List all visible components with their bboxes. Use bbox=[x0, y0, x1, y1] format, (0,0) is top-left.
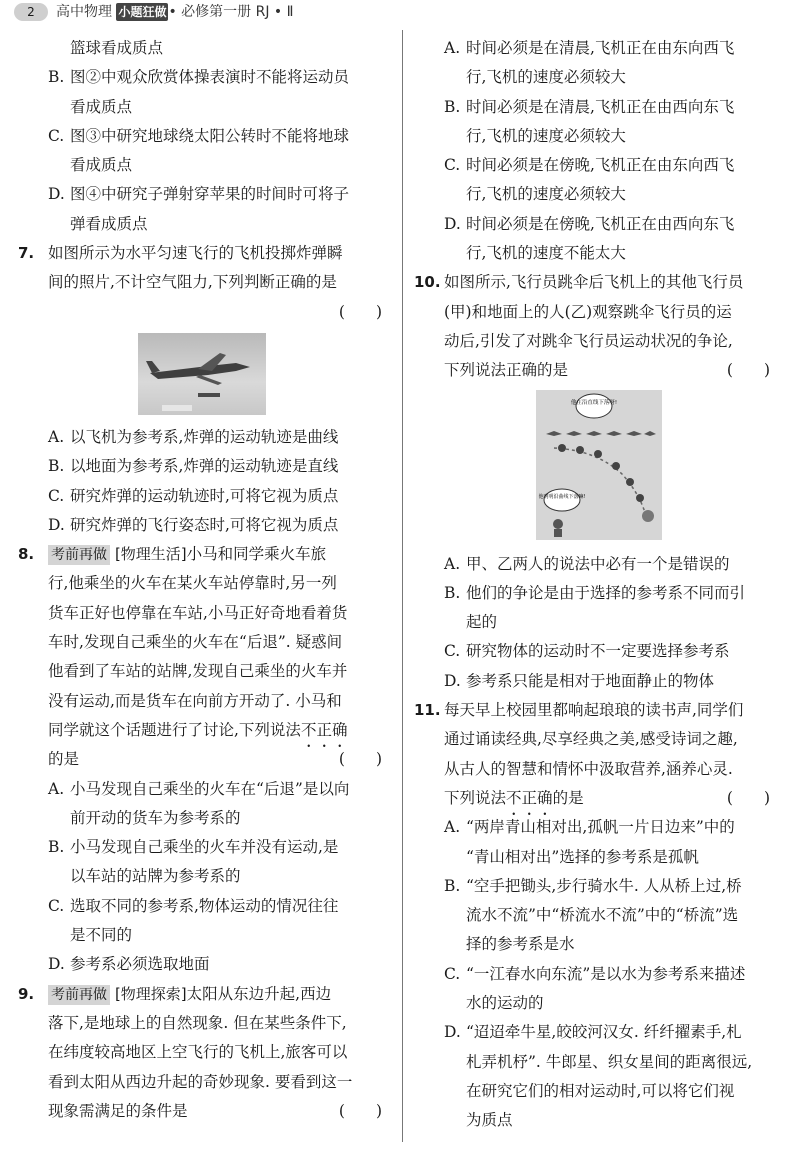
option-letter: D. bbox=[48, 515, 65, 534]
stem-text: 太阳从东边升起,西边 bbox=[186, 984, 332, 1003]
q6-option-c-cont: 看成质点 bbox=[70, 156, 133, 175]
q10-option-b bbox=[414, 579, 774, 608]
option-text: 甲、乙两人的说法中必有一个是错误的 bbox=[466, 554, 730, 573]
option-letter: B. bbox=[444, 583, 461, 602]
answer-bracket: ( ) bbox=[338, 750, 382, 769]
q6-option-d-cont: 弹看成质点 bbox=[70, 214, 148, 233]
q9-option-d bbox=[414, 210, 774, 239]
option-text: 图④中研究子弹射穿苹果的时间时可将子 bbox=[70, 185, 350, 204]
option-text: “迢迢牵牛星,皎皎河汉女. 纤纤擢素手,札 bbox=[466, 1023, 742, 1042]
page-header bbox=[0, 0, 790, 26]
column-divider bbox=[402, 30, 403, 1142]
option-text: 小马发现自己乘坐的火车在“后退”是以向 bbox=[70, 779, 350, 798]
q9-option-a-cont: 行,飞机的速度必须较大 bbox=[466, 68, 626, 87]
q8-stem-line: 货车正好也停靠在车站,小马正好奇地看着货 bbox=[48, 603, 348, 622]
q11-stem-line bbox=[414, 784, 774, 813]
option-letter: D. bbox=[48, 185, 65, 204]
emphasis-char: 确 bbox=[537, 788, 553, 807]
option-letter: D. bbox=[444, 1023, 461, 1042]
q7-stem bbox=[18, 239, 386, 268]
option-letter: B. bbox=[48, 838, 65, 857]
q8-option-a bbox=[18, 775, 386, 804]
q11-option-a-cont: “青山相对出”选择的参考系是孤帆 bbox=[466, 847, 699, 866]
q9-stem-line: 看到太阳从西边升起的奇妙现象. 要看到这一 bbox=[48, 1072, 353, 1091]
q8-option-c bbox=[18, 892, 386, 921]
q7-option-a bbox=[18, 423, 386, 452]
q6-option-d bbox=[18, 180, 386, 209]
q8-stem-line: 车时,发现自己乘坐的火车在“后退”. 疑惑间 bbox=[48, 633, 343, 652]
q9-stem bbox=[18, 980, 386, 1009]
review-tag: 考前再做 bbox=[48, 545, 110, 565]
q9-option-b bbox=[414, 93, 774, 122]
q8-option-d bbox=[18, 950, 386, 979]
answer-bracket: ( ) bbox=[338, 1101, 382, 1120]
option-letter: B. bbox=[48, 457, 65, 476]
option-text: 以飞机为参考系,炸弹的运动轨迹是曲线 bbox=[70, 427, 339, 446]
q8-stem-line bbox=[18, 745, 386, 774]
option-letter: D. bbox=[444, 214, 461, 233]
q11-option-a bbox=[414, 813, 774, 842]
q8-option-b-cont: 以车站的站牌为参考系的 bbox=[70, 867, 241, 886]
q10-stem-line bbox=[414, 356, 774, 385]
option-letter: C. bbox=[444, 156, 461, 175]
option-text: “一江春水向东流”是以水为参考系来描述 bbox=[466, 964, 746, 983]
right-column bbox=[414, 34, 774, 1136]
q9-option-d-cont: 行,飞机的速度不能太大 bbox=[466, 244, 626, 263]
parachute-cartoon-image bbox=[536, 390, 662, 540]
option-letter: A. bbox=[444, 554, 461, 573]
option-letter: B. bbox=[48, 68, 65, 87]
stem-text: 每天早上校园里都响起琅琅的读书声,同学们 bbox=[444, 701, 744, 720]
q9-stem-line bbox=[18, 1097, 386, 1126]
q11-option-b bbox=[414, 872, 774, 901]
option-letter: B. bbox=[444, 97, 461, 116]
option-text: 选取不同的参考系,物体运动的情况往往 bbox=[70, 896, 339, 915]
category-tag: [物理生活] bbox=[114, 545, 187, 564]
option-letter: C. bbox=[48, 126, 65, 145]
left-column bbox=[18, 34, 386, 1126]
stem-text: 的是 bbox=[552, 788, 584, 807]
q6-continuation: 篮球看成质点 bbox=[70, 39, 164, 57]
q7-answer-line bbox=[18, 298, 386, 327]
bubble-top-text: 他在沿直线下落呀! bbox=[570, 399, 618, 406]
q6-option-c bbox=[18, 122, 386, 151]
stem-text: 如图所示,飞行员跳伞后飞机上的其他飞行员 bbox=[444, 273, 744, 292]
q8-stem-line bbox=[18, 716, 386, 745]
q10-stem-line: (甲)和地面上的人(乙)观察跳伞飞行员的运 bbox=[444, 302, 732, 321]
category-tag: [物理探索] bbox=[114, 984, 187, 1003]
q9-option-a bbox=[414, 34, 774, 63]
q8-option-c-cont: 是不同的 bbox=[70, 926, 133, 945]
option-text: 参考系只能是相对于地面静止的物体 bbox=[466, 671, 715, 690]
q10-option-b-cont: 起的 bbox=[466, 613, 498, 632]
book-title: • 必修第一册 RJ • Ⅱ bbox=[168, 4, 294, 20]
q7-option-d bbox=[18, 511, 386, 540]
q8-stem-line: 没有运动,而是货车在向前方开动了. 小马和 bbox=[48, 691, 342, 710]
option-letter: A. bbox=[444, 39, 461, 57]
stem-text: 现象需满足的条件是 bbox=[48, 1101, 188, 1120]
stem-text: 如图所示为水平匀速飞行的飞机投掷炸弹瞬 bbox=[48, 244, 343, 263]
q11-option-b-cont: 流水不流”中“桥流水不流”中的“桥流”选 bbox=[466, 906, 739, 925]
q7-option-b bbox=[18, 452, 386, 481]
option-letter: D. bbox=[48, 955, 65, 974]
q9-stem-line: 落下,是地球上的自然现象. 但在某些条件下, bbox=[48, 1013, 347, 1032]
q8-option-a-cont: 前开动的货车为参考系的 bbox=[70, 808, 241, 827]
q10-option-a bbox=[414, 550, 774, 579]
q7-option-c bbox=[18, 482, 386, 511]
option-letter: A. bbox=[48, 779, 65, 798]
option-text: 时间必须是在傍晚,飞机正在由西向东飞 bbox=[466, 214, 735, 233]
option-text: 研究物体的运动时不一定要选择参考系 bbox=[466, 642, 730, 661]
option-letter: D. bbox=[444, 671, 461, 690]
q11-stem-line: 通过诵读经典,尽享经典之美,感受诗词之趣, bbox=[444, 730, 738, 749]
q6-option-b bbox=[18, 63, 386, 92]
option-text: 他们的争论是由于选择的参考系不同而引 bbox=[466, 583, 746, 602]
brand-logo: 小题狂做 bbox=[118, 5, 167, 19]
emphasis-char: 不 bbox=[506, 788, 522, 807]
q10-figure-parachute-cartoon bbox=[536, 390, 662, 540]
q11-option-b-cont: 择的参考系是水 bbox=[466, 935, 575, 954]
q7-stem-line: 间的照片,不计空气阻力,下列判断正确的是 bbox=[48, 273, 337, 292]
option-letter: C. bbox=[444, 964, 461, 983]
q9-option-c bbox=[414, 151, 774, 180]
q10-stem-line: 动后,引发了对跳伞飞行员运动状况的争论, bbox=[444, 331, 733, 350]
q11-option-c bbox=[414, 960, 774, 989]
answer-bracket: ( ) bbox=[338, 302, 382, 321]
q11-option-d bbox=[414, 1018, 774, 1047]
q8-stem-line: 行,他乘坐的火车在某火车站停靠时,另一列 bbox=[48, 574, 337, 593]
q11-option-d-cont: 札弄机杼”. 牛郎星、织女星间的距离很远, bbox=[466, 1052, 753, 1071]
option-text: 图③中研究地球绕太阳公转时不能将地球 bbox=[70, 126, 350, 145]
q10-option-d bbox=[414, 667, 774, 696]
q8-option-b bbox=[18, 833, 386, 862]
option-letter: C. bbox=[48, 896, 65, 915]
stem-text: 的是 bbox=[48, 750, 80, 769]
q9-option-c-cont: 行,飞机的速度必须较大 bbox=[466, 185, 626, 204]
q6-option-b-cont: 看成质点 bbox=[70, 97, 133, 116]
option-letter: C. bbox=[48, 486, 65, 505]
emphasis-char: 确 bbox=[331, 720, 348, 739]
question-number: 8. bbox=[18, 545, 35, 564]
q9-option-b-cont: 行,飞机的速度必须较大 bbox=[466, 126, 626, 145]
option-text: 参考系必须选取地面 bbox=[70, 955, 210, 974]
bubble-bottom-text: 他明明沿曲线下落嘛! bbox=[538, 493, 586, 500]
answer-bracket: ( ) bbox=[726, 788, 770, 807]
emphasis-char: 不 bbox=[300, 720, 317, 739]
q11-stem-line: 从古人的智慧和情怀中汲取营养,涵养心灵. bbox=[444, 759, 733, 778]
option-text: 小马发现自己乘坐的火车并没有运动,是 bbox=[70, 838, 339, 857]
page-number: 2 bbox=[14, 3, 48, 21]
q9-stem-line: 在纬度较高地区上空飞行的飞机上,旅客可以 bbox=[48, 1043, 348, 1062]
q11-stem bbox=[414, 696, 774, 725]
option-text: 研究炸弹的飞行姿态时,可将它视为质点 bbox=[70, 515, 339, 534]
q10-stem bbox=[414, 268, 774, 297]
option-text: “空手把锄头,步行骑水牛. 人从桥上过,桥 bbox=[466, 876, 742, 895]
question-number: 7. bbox=[18, 244, 35, 263]
answer-bracket: ( ) bbox=[726, 361, 770, 380]
emphasis-char: 正 bbox=[316, 720, 332, 739]
stem-text: 下列说法正确的是 bbox=[444, 361, 569, 380]
q11-option-c-cont: 水的运动的 bbox=[466, 994, 544, 1013]
emphasis-char: 正 bbox=[521, 788, 538, 807]
q10-option-c bbox=[414, 637, 774, 666]
question-number: 11. bbox=[414, 701, 441, 720]
running-title bbox=[56, 3, 294, 21]
stem-text: 小马和同学乘火车旅 bbox=[186, 545, 327, 564]
option-letter: A. bbox=[444, 818, 461, 837]
question-number: 9. bbox=[18, 984, 35, 1003]
q8-stem bbox=[18, 540, 386, 569]
subject-title: 高中物理 bbox=[56, 4, 112, 20]
review-tag: 考前再做 bbox=[48, 985, 110, 1005]
option-text: 以地面为参考系,炸弹的运动轨迹是直线 bbox=[70, 457, 339, 476]
question-number: 10. bbox=[414, 273, 441, 292]
q11-option-d-cont: 为质点 bbox=[466, 1111, 513, 1130]
option-text: 时间必须是在清晨,飞机正在由东向西飞 bbox=[466, 39, 735, 57]
q7-figure-jet-photo bbox=[138, 333, 266, 415]
option-text: “两岸青山相对出,孤帆一片日边来”中的 bbox=[466, 818, 735, 837]
jet-bomb-image bbox=[138, 333, 266, 415]
option-text: 图②中观众欣赏体操表演时不能将运动员 bbox=[70, 68, 350, 87]
option-letter: C. bbox=[444, 642, 461, 661]
q8-stem-line: 他看到了车站的站牌,发现自己乘坐的火车并 bbox=[48, 662, 348, 681]
option-text: 研究炸弹的运动轨迹时,可将它视为质点 bbox=[70, 486, 339, 505]
stem-text: 同学就这个话题进行了讨论,下列说法 bbox=[48, 720, 301, 739]
option-letter: B. bbox=[444, 876, 461, 895]
option-letter: A. bbox=[48, 427, 65, 446]
q11-option-d-cont: 在研究它们的相对运动时,可以将它们视 bbox=[466, 1081, 735, 1100]
stem-text: 下列说法 bbox=[444, 788, 507, 807]
option-text: 时间必须是在傍晚,飞机正在由东向西飞 bbox=[466, 156, 735, 175]
option-text: 时间必须是在清晨,飞机正在由西向东飞 bbox=[466, 97, 735, 116]
